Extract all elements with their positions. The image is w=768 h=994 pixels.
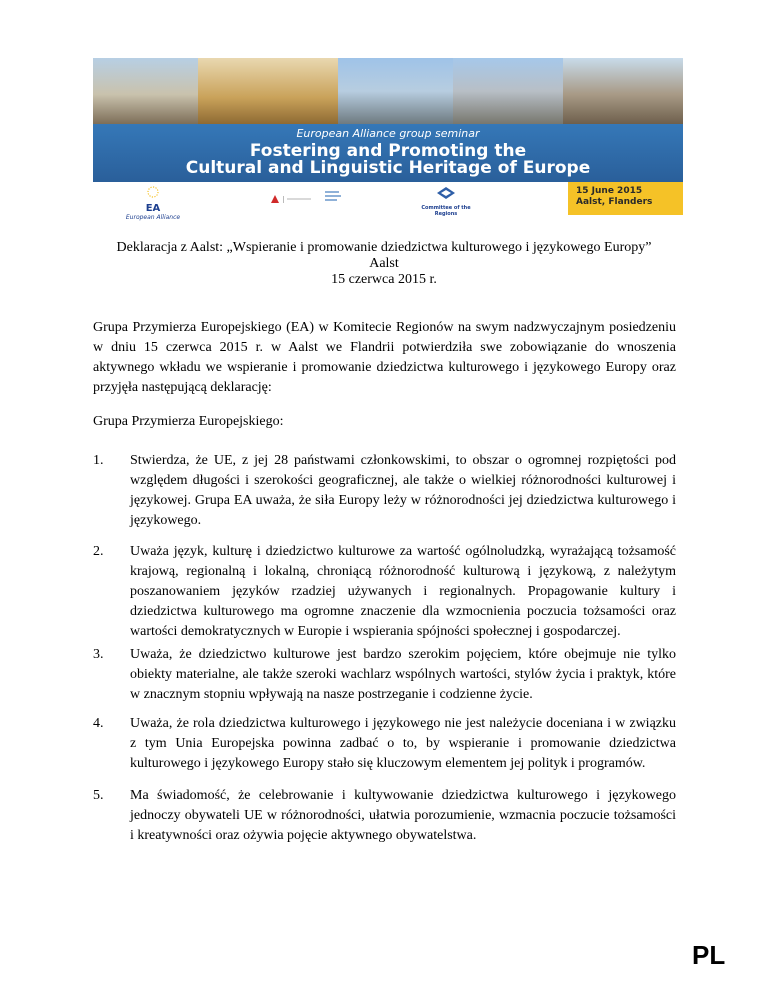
item-number: 2. (93, 544, 104, 559)
declaration-date: 15 czerwca 2015 r. (331, 272, 437, 287)
item-number: 5. (93, 788, 104, 803)
group-label: Grupa Przymierza Europejskiego: (93, 414, 284, 429)
declaration-place: Aalst (369, 256, 399, 271)
banner-title-line1: Fostering and Promoting the (249, 141, 527, 161)
banner-photo-1 (93, 58, 198, 124)
banner-photo-4 (453, 58, 563, 124)
banner-photo-strip (93, 58, 683, 124)
item-text: Uważa, że dziedzictwo kulturowe jest bardzo szerokim pojęciem, które obejmuje nie tylko obiekty materialne, ale także szeroki wachlarz wspólnych wartości, stylów życia i praktyk, które w znacznym stopniu wpływają na nasze postrzeganie i codzienne życie. (130, 647, 676, 702)
banner-photo-5 (563, 58, 683, 124)
ea-logo-mark: EA (145, 203, 161, 214)
item-number: 1. (93, 453, 104, 468)
european-alliance-logo (118, 185, 188, 221)
banner-title-line2: Cultural and Linguistic Heritage of Europe (185, 158, 591, 178)
item-text: Ma świadomość, że celebrowanie i kultywowanie dziedzictwa kulturowego i językowego jednoczy obywateli UE w różnorodności, ułatwia porozumienie, wzmacnia poczucie tożsamości i kreatywności oraz ożywia pojęcie aktywnego obywatelstwa. (130, 788, 676, 843)
item-text: Stwierdza, że UE, z jej 28 państwami członkowskimi, to obszar o ogromnej rozpiętości pod względem długości i szerokości geograficznej, ale także o wielkiej różnorodności kulturowej i językowej. Grupa EA uważa, że siła Europy leży w różnorodności jej dziedzictwa kulturowego i językowego. (130, 453, 676, 528)
committee-of-regions-logo (411, 185, 481, 217)
item-text: Uważa język, kulturę i dziedzictwo kulturowe za wartość ogólnoludzką, wyrażającą tożsamość krajową, regionalną i lokalną, chroniącą różnorodność kulturową i językową, z należytym poszanowaniem języków rzadziej używanych i regionalnych. Propagowanie kultury i dziedzictwa kulturowego ma ogromne znaczenie dla wzmocnienia poczucia tożsamości oraz wartości demokratycznych w Europie i wspierania spójności społecznej i gospodarczej. (130, 544, 676, 639)
ea-stars-icon (138, 186, 168, 198)
banner-photo-2 (198, 58, 338, 124)
banner-photo-3 (338, 58, 453, 124)
cor-emblem-icon (436, 186, 456, 200)
banner-title-band (93, 124, 683, 182)
item-number: 3. (93, 647, 104, 662)
seminar-banner (93, 58, 683, 221)
ea-logo-name: European Alliance (125, 214, 181, 221)
event-date-box (568, 182, 683, 215)
declaration-heading (0, 240, 768, 288)
item-number: 4. (93, 716, 104, 731)
intro-paragraph: Grupa Przymierza Europejskiego (EA) w Komitecie Regionów na swym nadzwyczajnym posiedzeniu w dniu 15 czerwca 2015 r. w Aalst we Flandrii potwierdziła swe zobowiązanie do wnoszenia aktywnego wkładu we wspieranie i promowanie dziedzictwa kulturowego i językowego Europy oraz przyjęła następującą deklarację: (93, 320, 676, 395)
event-date: 15 June 2015 (576, 186, 643, 196)
cor-logo-name: Committee of the Regions (421, 205, 471, 217)
banner-subtitle: European Alliance group seminar (296, 127, 480, 140)
declaration-title: Deklaracja z Aalst: „Wspieranie i promowanie dziedzictwa kulturowego i językowego Europy” (116, 240, 652, 255)
event-location: Aalst, Flanders (576, 197, 653, 207)
item-text: Uważa, że rola dziedzictwa kulturowego i językowego nie jest należycie doceniana i w związku z tym Unia Europejska powinna zadbać o to, by wspieranie i promowanie dziedzictwa kulturowego i językowego Europy stało się kluczowym elementem jej polityk i programów. (130, 716, 676, 771)
partner-logo-icon (269, 194, 315, 204)
language-code: PL (692, 940, 726, 970)
partner-logo-2-icon (325, 190, 343, 204)
